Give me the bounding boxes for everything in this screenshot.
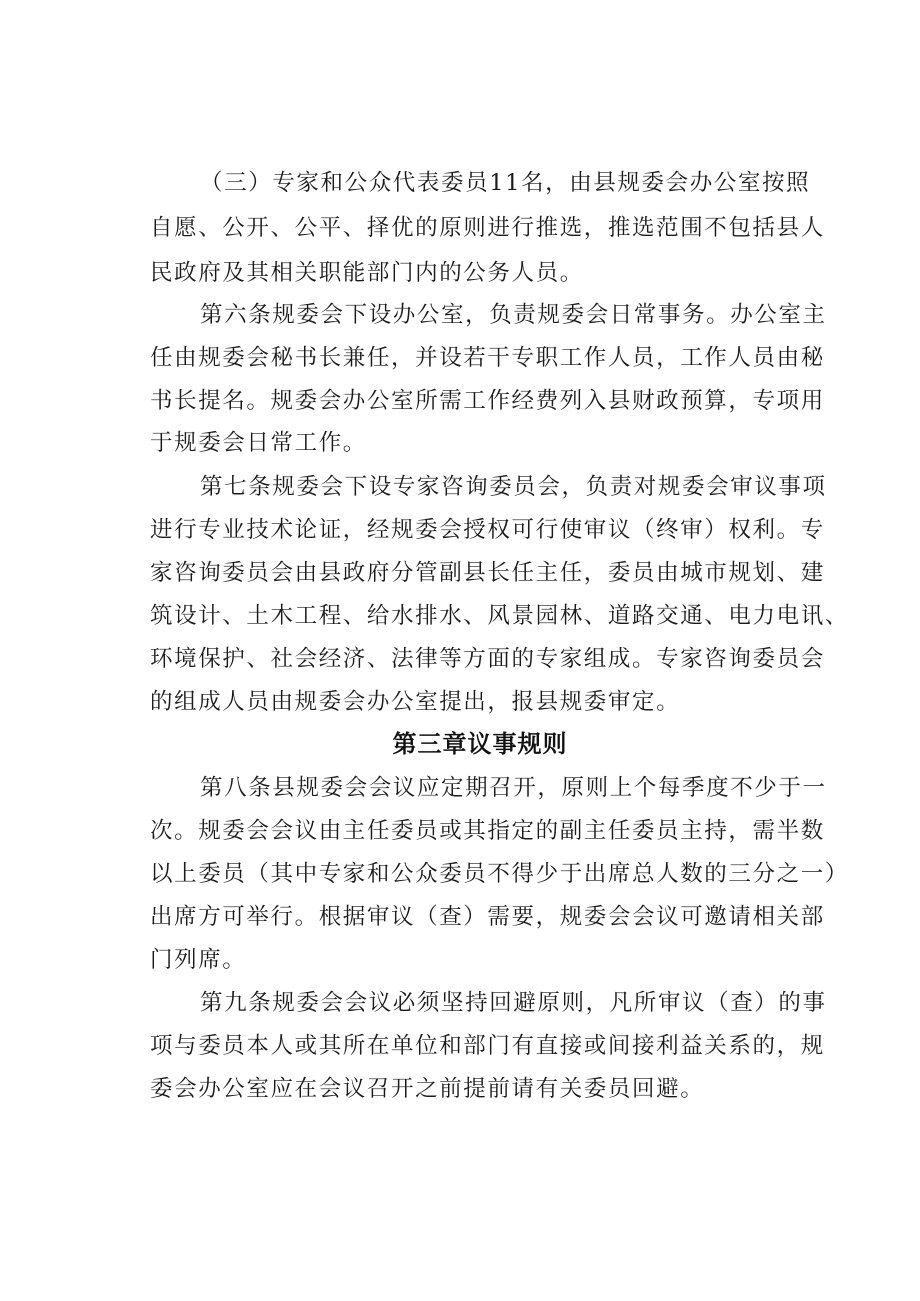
paragraph-line: 民政府及其相关职能部门内的公务人员。 xyxy=(150,260,584,286)
paragraph-line: 环境保护、社会经济、法律等方面的专家组成。专家咨询委员会 xyxy=(150,646,825,672)
paragraph-line: 书长提名。规委会办公室所需工作经费列入县财政预算，专项用 xyxy=(150,388,825,414)
paragraph-line: 次。规委会会议由主任委员或其指定的副主任委员主持，需半数 xyxy=(150,818,825,844)
paragraph-line: 第八条县规委会会议应定期召开，原则上个每季度不少于一 xyxy=(200,775,827,801)
paragraph-line: 自愿、公开、公平、择优的原则进行推选，推选范围不包括县人 xyxy=(150,215,825,241)
paragraph-line: 第九条规委会会议必须坚持回避原则，凡所审议（查）的事 xyxy=(200,990,827,1016)
paragraph-line: 筑设计、土木工程、给水排水、风景园林、道路交通、电力电讯、 xyxy=(150,603,849,629)
paragraph-line: 于规委会日常工作。 xyxy=(150,430,367,456)
chapter-heading: 第三章议事规则 xyxy=(392,730,568,758)
paragraph-line: 委会办公室应在会议召开之前提前请有关委员回避。 xyxy=(150,1076,705,1102)
paragraph-line: 门列席。 xyxy=(150,947,247,973)
paragraph-line: 第六条规委会下设办公室，负责规委会日常事务。办公室主 xyxy=(200,302,827,328)
paragraph-line: 任由规委会秘书长兼任，并设若干专职工作人员，工作人员由秘 xyxy=(150,345,825,371)
paragraph-line: 出席方可举行。根据审议（查）需要，规委会会议可邀请相关部 xyxy=(150,904,825,930)
paragraph-line: 的组成人员由规委会办公室提出，报县规委审定。 xyxy=(150,689,681,715)
paragraph-line: 项与委员本人或其所在单位和部门有直接或间接利益关系的，规 xyxy=(150,1033,825,1059)
paragraph-line: 进行专业技术论证，经规委会授权可行使审议（终审）权利。专 xyxy=(150,517,825,543)
paragraph-line: （三）专家和公众代表委员11名，由县规委会办公室按照 xyxy=(200,170,811,196)
paragraph-line: 家咨询委员会由县政府分管副县长任主任，委员由城市规划、建 xyxy=(150,560,825,586)
paragraph-line: 以上委员（其中专家和公众委员不得少于出席总人数的三分之一） xyxy=(150,861,849,887)
paragraph-line: 第七条规委会下设专家咨询委员会，负责对规委会审议事项 xyxy=(200,474,827,500)
